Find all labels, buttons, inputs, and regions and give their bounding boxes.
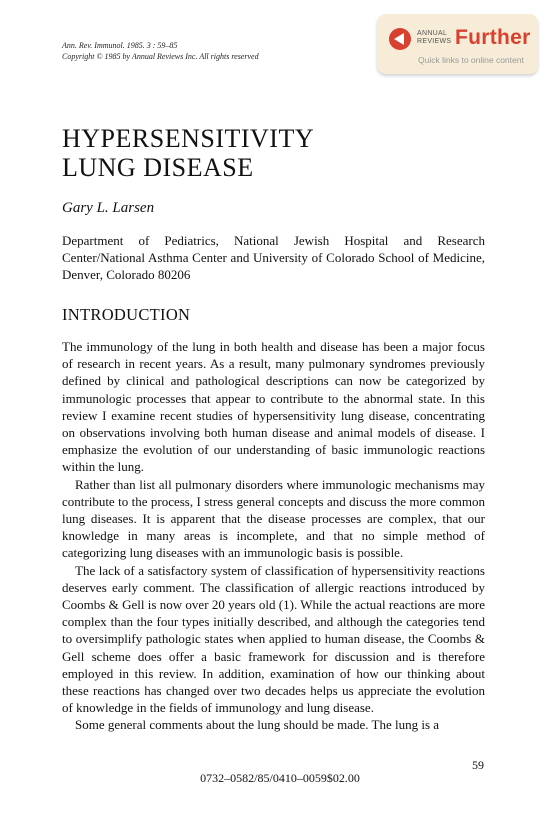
paragraph: Some general comments about the lung should be made. The lung is a [75, 717, 440, 733]
page-number: 59 [472, 758, 484, 772]
article-title [62, 124, 314, 182]
journal-citation [62, 40, 259, 62]
paragraph: The immunology of the lung in both health and disease has been a major focus of research in recent years. As a result, many pulmonary syndromes previously defined by clinical and pathological descriptions can now be categorized by immunologic processes that appear to contribute to the abnormal state. In this review I examine recent studies of hypersensitivity lung disease, concentrating on observations involving both human disease and animal models of disease. I emphasize the evolution of our understanding of basic immunologic reactions within the lung. [62, 339, 485, 475]
quick-links-caption: Quick links to online content [418, 55, 524, 65]
further-label[interactable]: Further [455, 26, 531, 49]
citation-journal-line: Ann. Rev. Immunol. 1985. 3 : 59–85 [62, 41, 178, 50]
annual-reviews-logo-text: ANNUAL REVIEWS [417, 30, 452, 45]
section-heading: INTRODUCTION [62, 305, 191, 324]
author-name: Gary L. Larsen [62, 200, 155, 216]
body-text [62, 338, 485, 734]
citation-copyright-line: Copyright © 1985 by Annual Reviews Inc. All rights reserved [62, 52, 259, 61]
play-arrow-icon [389, 28, 411, 50]
further-links-badge[interactable] [377, 14, 538, 74]
paragraph: The lack of a satisfactory system of classification of hypersensitivity reactions deserves early comment. The classification of allergic reactions introduced by Coombs & Gell is now over 20 years old (1). While the actual reactions are more complex than the four types initially described, and although the categories tend to oversimplify pathologic states when applied to human disease, the Coombs & Gell scheme does offer a basic framework for discussion and is therefore employed in this review. In addition, examination of how our thinking about these reactions has changed over two decades helps us appreciate the evolution of knowledge in the fields of immunology and lung disease. [62, 562, 485, 716]
article-title-line-1: HYPERSENSITIVITY [62, 124, 315, 153]
article-title-line-2: LUNG DISEASE [62, 153, 254, 182]
author-affiliation: Department of Pediatrics, National Jewish Hospital and Research Center/National Asthma Center and University of Colorado School of Medicine, Denver, Colorado 80206 [62, 233, 485, 282]
paragraph: Rather than list all pulmonary disorders where immunologic mechanisms may contribute to the process, I stress general concepts and discuss the more common lung diseases. It is apparent that the disease processes are complex, that our knowledge in many areas is incomplete, and that no simple method of categorizing lung diseases with an immunologic basis is possible. [62, 476, 485, 561]
footer-code: 0732–0582/85/0410–0059$02.00 [200, 771, 360, 785]
